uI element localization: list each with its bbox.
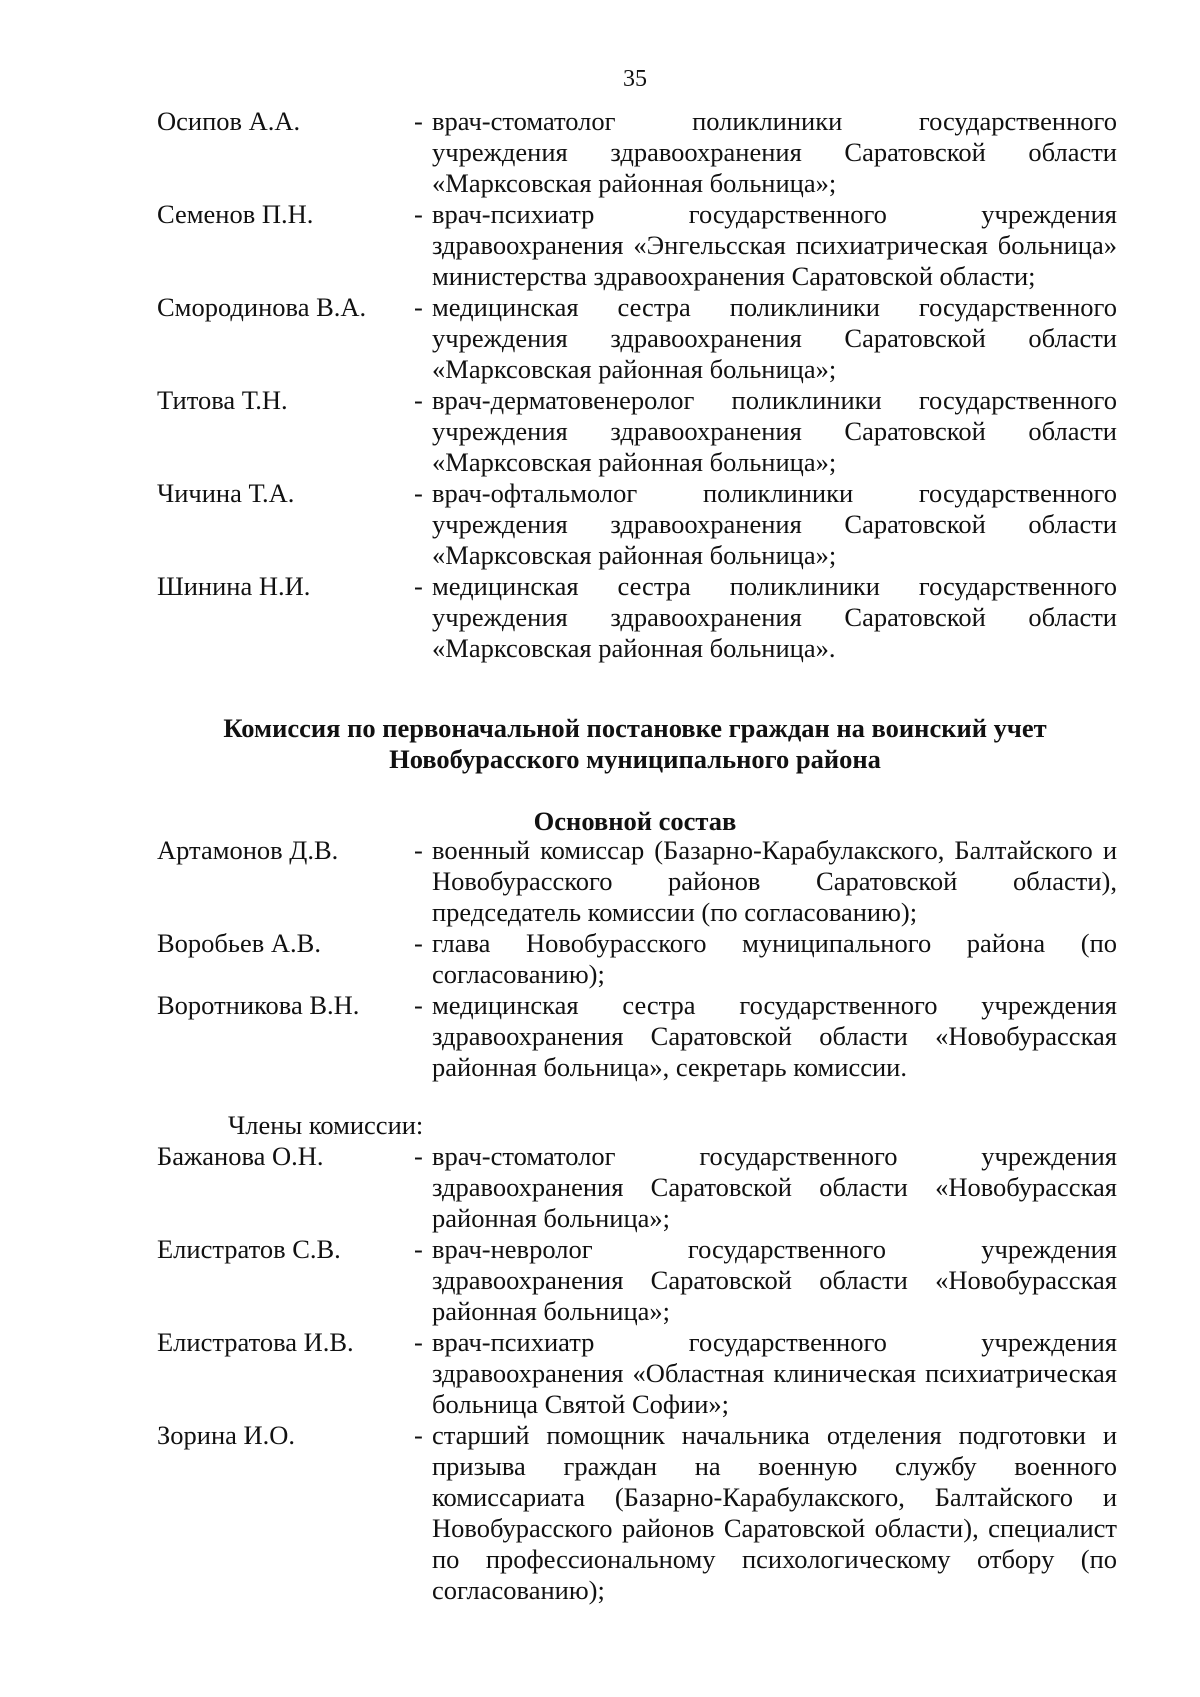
member-name: Елистратова И.В. <box>157 1327 354 1357</box>
members-label: Члены комиссии: <box>228 1110 424 1140</box>
member-entry <box>157 1141 1117 1234</box>
member-entry <box>157 990 1117 1083</box>
member-dash: - <box>414 571 423 601</box>
member-dash: - <box>414 292 423 322</box>
member-entry <box>157 292 1117 385</box>
member-entry <box>157 928 1117 990</box>
member-entry <box>157 835 1117 928</box>
member-position: врач-дерматовенеролог поликлиники государственного учреждения здравоохранения Саратовской области «Марксовская районная больница»; <box>432 385 1117 477</box>
member-name: Осипов А.А. <box>157 106 301 136</box>
member-name: Шинина Н.И. <box>157 571 311 601</box>
commission-title-line-1: Комиссия по первоначальной постановке граждан на воинский учет <box>223 713 1047 743</box>
member-entry <box>157 199 1117 292</box>
member-dash: - <box>414 1141 423 1171</box>
member-dash: - <box>414 1420 423 1450</box>
member-entry <box>157 385 1117 478</box>
member-entry <box>157 1420 1117 1606</box>
member-entry <box>157 106 1117 199</box>
member-position: врач-психиатр государственного учреждения здравоохранения «Энгельсская психиатрическая больница» министерства здравоохранения Саратовской области; <box>432 199 1117 291</box>
member-name: Воротникова В.Н. <box>157 990 360 1020</box>
member-position: врач-офтальмолог поликлиники государственного учреждения здравоохранения Саратовской области «Марксовская районная больница»; <box>432 478 1117 570</box>
member-dash: - <box>414 835 423 865</box>
member-position: медицинская сестра поликлиники государственного учреждения здравоохранения Саратовской области «Марксовская районная больница»; <box>432 292 1117 384</box>
main-composition-list <box>157 835 1117 1083</box>
member-position: глава Новобурасского муниципального района (по согласованию); <box>432 928 1117 989</box>
member-name: Титова Т.Н. <box>157 385 288 415</box>
member-position: медицинская сестра государственного учреждения здравоохранения Саратовской области «Новобурасская районная больница», секретарь комиссии. <box>432 990 1117 1082</box>
member-name: Зорина И.О. <box>157 1420 296 1450</box>
member-position: военный комиссар (Базарно-Карабулакского, Балтайского и Новобурасского районов Саратовской области), председатель комиссии (по согласованию); <box>432 835 1117 927</box>
member-position: медицинская сестра поликлиники государственного учреждения здравоохранения Саратовской области «Марксовская районная больница». <box>432 571 1117 663</box>
member-name: Смородинова В.А. <box>157 292 367 322</box>
member-position: врач-психиатр государственного учреждения здравоохранения «Областная клиническая психиатрическая больница Святой Софии»; <box>432 1327 1117 1419</box>
member-name: Чичина Т.А. <box>157 478 295 508</box>
member-dash: - <box>414 199 423 229</box>
member-name: Елистратов С.В. <box>157 1234 341 1264</box>
member-list-continued <box>157 106 1117 664</box>
member-position: врач-невролог государственного учреждения здравоохранения Саратовской области «Новобурасская районная больница»; <box>432 1234 1117 1326</box>
member-entry <box>157 478 1117 571</box>
member-entry <box>157 1234 1117 1327</box>
member-entry <box>157 571 1117 664</box>
member-name: Семенов П.Н. <box>157 199 314 229</box>
member-name: Бажанова О.Н. <box>157 1141 324 1171</box>
page-number: 35 <box>623 66 647 92</box>
member-dash: - <box>414 385 423 415</box>
member-name: Воробьев А.В. <box>157 928 321 958</box>
member-dash: - <box>414 1234 423 1264</box>
member-position: старший помощник начальника отделения подготовки и призыва граждан на военную службу военного комиссариата (Базарно-Карабулакского, Балтайского и Новобурасского районов Саратовской области), специалист по профессиональному психологическому отбору (по согласованию); <box>432 1420 1117 1605</box>
member-dash: - <box>414 990 423 1020</box>
member-dash: - <box>414 1327 423 1357</box>
commission-members-list <box>157 1141 1117 1606</box>
member-position: врач-стоматолог государственного учреждения здравоохранения Саратовской области «Новобурасская районная больница»; <box>432 1141 1117 1233</box>
member-position: врач-стоматолог поликлиники государственного учреждения здравоохранения Саратовской области «Марксовская районная больница»; <box>432 106 1117 198</box>
member-name: Артамонов Д.В. <box>157 835 339 865</box>
member-dash: - <box>414 106 423 136</box>
commission-title-line-2: Новобурасского муниципального района <box>389 744 881 774</box>
member-entry <box>157 1327 1117 1420</box>
member-dash: - <box>414 478 423 508</box>
main-composition-title: Основной состав <box>533 806 737 836</box>
member-dash: - <box>414 928 423 958</box>
